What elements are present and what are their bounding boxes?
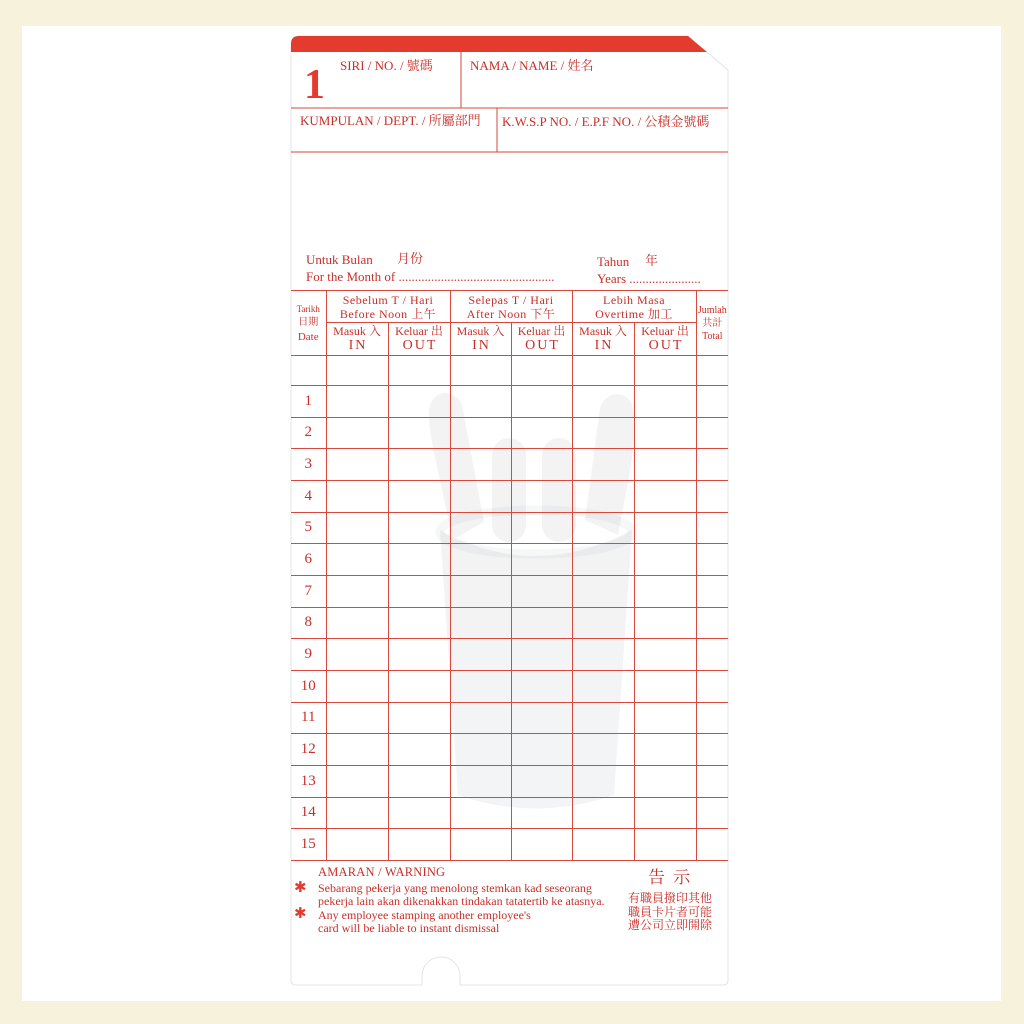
time-grid-body	[291, 356, 728, 861]
day-number: 12	[291, 734, 326, 766]
blank-cell	[634, 356, 696, 386]
day-number: 6	[291, 544, 326, 576]
time-cell	[572, 512, 634, 544]
time-cell	[326, 765, 388, 797]
time-cell	[634, 544, 696, 576]
time-cell	[326, 449, 388, 481]
total-cell	[696, 639, 728, 671]
time-cell	[511, 607, 572, 639]
day-row	[291, 670, 728, 702]
out-label-bottom: OUT	[525, 338, 560, 353]
total-column-header	[696, 291, 728, 356]
time-cell	[572, 734, 634, 766]
time-cell	[634, 765, 696, 797]
time-cell	[511, 575, 572, 607]
in-label-top: Masuk 入	[333, 324, 381, 338]
overtime-header	[572, 291, 696, 323]
warning-line-english-1: Any employee stamping another employee's	[318, 907, 531, 922]
time-cell	[326, 702, 388, 734]
out-label-top: Keluar 出	[395, 324, 443, 338]
time-cell	[511, 639, 572, 671]
time-cell	[511, 417, 572, 449]
time-cell	[450, 544, 511, 576]
out-label-top: Keluar 出	[517, 324, 566, 338]
total-cell	[696, 417, 728, 449]
time-cell	[388, 765, 450, 797]
time-cell	[572, 386, 634, 418]
serial-number: 1	[304, 62, 325, 108]
time-cell	[388, 386, 450, 418]
total-cell	[696, 449, 728, 481]
out-label-top: Keluar 出	[641, 324, 689, 338]
total-cell	[696, 386, 728, 418]
header-row-in-out	[291, 323, 728, 356]
time-cell	[326, 480, 388, 512]
day-number: 8	[291, 607, 326, 639]
day-row	[291, 797, 728, 829]
date-header-chinese: 日期	[298, 317, 319, 328]
time-cell	[634, 829, 696, 861]
time-cell	[388, 449, 450, 481]
before-noon-subtitle: Before Noon 上午	[339, 306, 437, 321]
asterisk-icon	[294, 905, 307, 922]
day-number: 14	[291, 797, 326, 829]
blank-cell	[572, 356, 634, 386]
department-label: KUMPULAN / DEPT. / 所屬部門	[300, 113, 481, 128]
total-cell	[696, 480, 728, 512]
time-cell	[511, 512, 572, 544]
out-label-bottom: OUT	[648, 338, 684, 353]
total-cell	[696, 829, 728, 861]
time-cell	[572, 544, 634, 576]
serial-label: SIRI / NO. / 號碼	[340, 58, 433, 73]
time-cell	[388, 575, 450, 607]
day-row	[291, 386, 728, 418]
time-cell	[634, 417, 696, 449]
total-header-malay: Jumlah	[697, 304, 727, 316]
total-cell	[696, 607, 728, 639]
date-header-malay: Tarikh	[296, 304, 320, 314]
after-noon-header	[450, 291, 572, 323]
day-number: 7	[291, 575, 326, 607]
time-cell	[572, 607, 634, 639]
notice-text	[628, 892, 712, 933]
total-header-chinese: 共計	[702, 317, 723, 329]
day-number: 2	[291, 417, 326, 449]
time-cell	[634, 386, 696, 418]
time-cell	[326, 734, 388, 766]
time-cell	[572, 417, 634, 449]
date-header-english: Date	[297, 331, 319, 343]
out-label-bottom: OUT	[402, 338, 438, 353]
time-cell	[388, 544, 450, 576]
time-cell	[634, 797, 696, 829]
day-row	[291, 480, 728, 512]
in-label-bottom: IN	[348, 338, 368, 353]
name-label: NAMA / NAME / 姓名	[470, 58, 594, 73]
time-cell	[572, 829, 634, 861]
time-cell	[634, 734, 696, 766]
time-cell	[326, 829, 388, 861]
day-number: 5	[291, 512, 326, 544]
total-cell	[696, 544, 728, 576]
time-cell	[511, 765, 572, 797]
time-cell	[634, 512, 696, 544]
in-label-top: Masuk 入	[456, 324, 505, 338]
time-cell	[388, 417, 450, 449]
overtime-out-header	[634, 323, 696, 356]
time-cell	[572, 797, 634, 829]
time-cell	[634, 607, 696, 639]
day-row	[291, 734, 728, 766]
date-column-header	[291, 291, 326, 356]
blank-cell	[388, 356, 450, 386]
blank-cell	[511, 356, 572, 386]
time-cell	[450, 829, 511, 861]
warning-title: AMARAN / WARNING	[318, 865, 446, 879]
time-cell	[450, 765, 511, 797]
time-grid	[291, 290, 728, 861]
day-number: 1	[291, 386, 326, 418]
time-cell	[450, 386, 511, 418]
warning-line-english-2: card will be liable to instant dismissal	[318, 921, 500, 936]
total-cell	[696, 765, 728, 797]
time-cell	[511, 449, 572, 481]
day-row	[291, 607, 728, 639]
time-cell	[634, 670, 696, 702]
time-cell	[511, 480, 572, 512]
month-label-english: For the Month of ................................................	[306, 269, 555, 284]
epf-number-label: K.W.S.P NO. / E.P.F NO. / 公積金號碼	[502, 114, 710, 129]
time-cell	[450, 449, 511, 481]
in-label-bottom: IN	[472, 338, 491, 353]
time-cell	[450, 702, 511, 734]
blank-cell	[450, 356, 511, 386]
notice-title: 告 示	[648, 868, 693, 887]
time-cell	[450, 607, 511, 639]
total-cell	[696, 702, 728, 734]
blank-cell	[696, 356, 728, 386]
total-cell	[696, 512, 728, 544]
time-cell	[388, 734, 450, 766]
time-cell	[511, 702, 572, 734]
day-row	[291, 702, 728, 734]
year-label-malay: Tahun	[597, 254, 630, 269]
before-noon-out-header	[388, 323, 450, 356]
time-cell	[326, 639, 388, 671]
notice-line-2: 職員卡片者可能	[628, 904, 713, 919]
before-noon-in-header	[326, 323, 388, 356]
time-cell	[326, 417, 388, 449]
overtime-subtitle: Overtime 加工	[595, 306, 673, 321]
warning-line-malay-2: pekerja lain akan dikenakkan tindakan tatatertib ke atasnya.	[318, 894, 605, 909]
time-cell	[450, 575, 511, 607]
time-cell	[388, 639, 450, 671]
time-cell	[326, 386, 388, 418]
time-cell	[511, 797, 572, 829]
total-cell	[696, 670, 728, 702]
time-cell	[326, 512, 388, 544]
year-label-english: Years ......................	[597, 271, 701, 286]
day-number: 4	[291, 480, 326, 512]
time-cell	[511, 670, 572, 702]
blank-row	[291, 356, 728, 386]
day-row	[291, 575, 728, 607]
time-cell	[388, 607, 450, 639]
total-cell	[696, 797, 728, 829]
time-cell	[450, 512, 511, 544]
time-cell	[634, 639, 696, 671]
time-cell	[450, 734, 511, 766]
time-cell	[511, 386, 572, 418]
time-cell	[511, 734, 572, 766]
day-row	[291, 512, 728, 544]
time-cell	[388, 797, 450, 829]
after-noon-out-header	[511, 323, 572, 356]
year-label-chinese: 年	[645, 253, 659, 268]
time-cell	[572, 670, 634, 702]
time-cell	[450, 417, 511, 449]
header-row-groups	[291, 291, 728, 323]
time-cell	[572, 575, 634, 607]
time-cell	[450, 639, 511, 671]
in-label-top: Masuk 入	[579, 324, 627, 338]
total-cell	[696, 734, 728, 766]
time-cell	[326, 575, 388, 607]
after-noon-title: Selepas T / Hari	[468, 292, 554, 307]
time-cell	[326, 544, 388, 576]
day-row	[291, 765, 728, 797]
time-cell	[511, 829, 572, 861]
asterisk-icon	[294, 879, 307, 896]
time-cell	[572, 639, 634, 671]
before-noon-title: Sebelum T / Hari	[342, 292, 434, 307]
month-label-chinese: 月份	[397, 251, 424, 266]
day-row	[291, 639, 728, 671]
time-cell	[388, 829, 450, 861]
time-cell	[388, 480, 450, 512]
time-cell	[572, 480, 634, 512]
time-cell	[326, 670, 388, 702]
total-cell	[696, 575, 728, 607]
day-number: 3	[291, 449, 326, 481]
warning-line-malay-1: Sebarang pekerja yang menolong stemkan kad seseorang	[318, 881, 592, 895]
day-number: 11	[291, 702, 326, 734]
day-row	[291, 544, 728, 576]
time-cell	[326, 797, 388, 829]
warning-text	[318, 882, 605, 936]
blank-cell	[326, 356, 388, 386]
time-cell	[634, 575, 696, 607]
day-number: 9	[291, 639, 326, 671]
blank-cell	[291, 356, 326, 386]
day-number: 15	[291, 829, 326, 861]
time-cell	[388, 512, 450, 544]
day-row	[291, 449, 728, 481]
time-cell	[511, 544, 572, 576]
month-label-malay: Untuk Bulan	[306, 252, 373, 267]
in-label-bottom: IN	[594, 338, 614, 353]
time-cell	[572, 765, 634, 797]
day-row	[291, 829, 728, 861]
after-noon-in-header	[450, 323, 511, 356]
time-cell	[572, 449, 634, 481]
time-cell	[634, 702, 696, 734]
before-noon-header	[326, 291, 450, 323]
time-cell	[450, 797, 511, 829]
total-header-english: Total	[702, 330, 723, 342]
header-bar	[291, 36, 728, 52]
time-cell	[388, 702, 450, 734]
day-number: 10	[291, 670, 326, 702]
time-cell	[326, 607, 388, 639]
notice-line-3: 遭公司立即開除	[628, 918, 713, 932]
overtime-title: Lebih Masa	[603, 292, 666, 307]
day-row	[291, 417, 728, 449]
after-noon-subtitle: After Noon 下午	[466, 306, 556, 321]
time-cell	[634, 480, 696, 512]
notice-line-1: 有職員撥印其他	[628, 891, 713, 905]
time-cell	[572, 702, 634, 734]
overtime-in-header	[572, 323, 634, 356]
time-cell	[634, 449, 696, 481]
time-cell	[388, 670, 450, 702]
time-cell	[450, 480, 511, 512]
day-number: 13	[291, 765, 326, 797]
time-cell	[450, 670, 511, 702]
